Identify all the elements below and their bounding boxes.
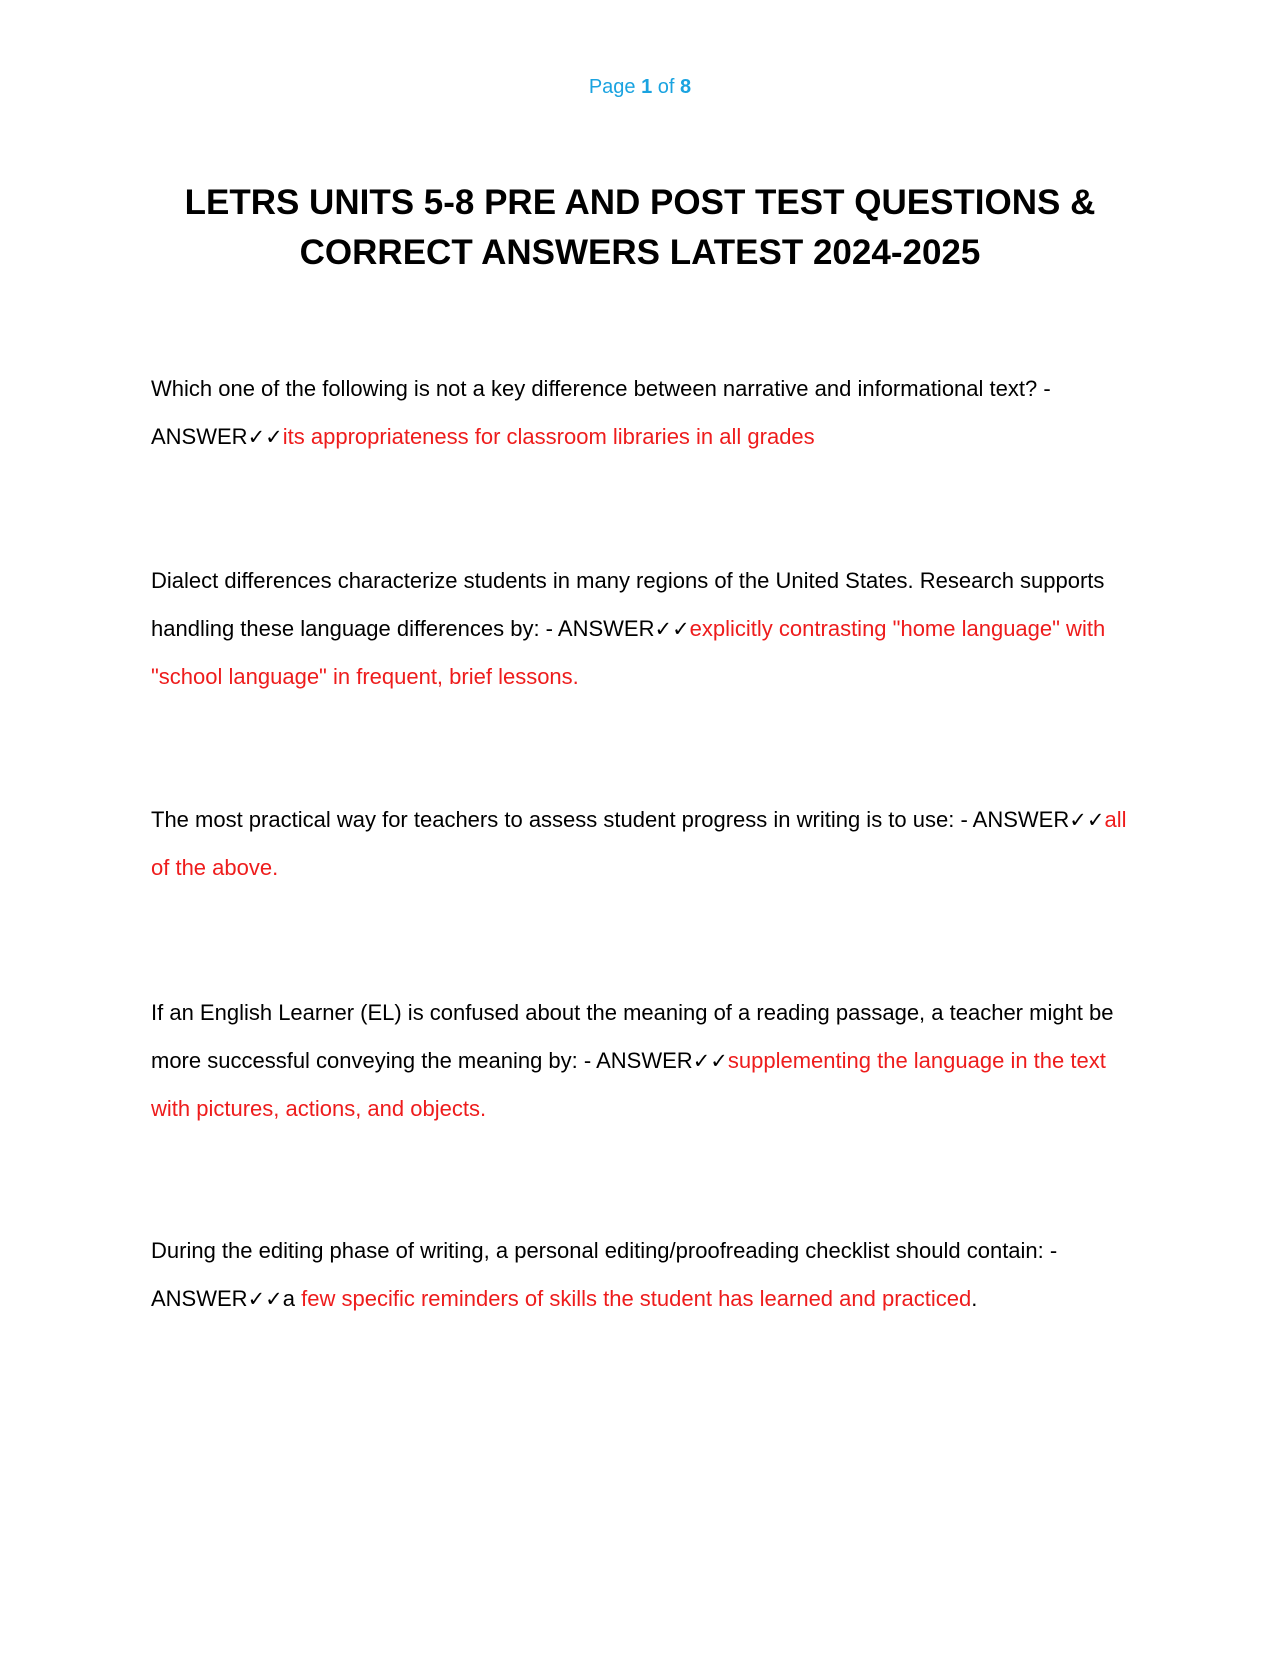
answer-text: few specific reminders of skills the student has learned and practiced <box>301 1286 972 1311</box>
page-number <box>0 76 1280 99</box>
checkmark-icon: ✓✓ <box>654 617 690 641</box>
question-text: During the editing phase of writing, a personal editing/proofreading checklist should contain: - ANSWER <box>151 1238 1058 1311</box>
answer-text: its appropriateness for classroom libraries in all grades <box>282 424 815 449</box>
checkmark-icon: ✓✓ <box>1069 808 1105 832</box>
page-label: Page <box>588 76 636 98</box>
qa-item-4 <box>151 989 1141 1133</box>
qa-item-1 <box>151 365 1141 461</box>
document-title: LETRS UNITS 5-8 PRE AND POST TEST QUESTIONS & CORRECT ANSWERS LATEST 2024-2025 <box>184 183 1096 272</box>
page-of-label: of <box>657 76 675 98</box>
question-text: Which one of the following is not a key difference between narrative and informational text? - ANSWER <box>151 376 1051 449</box>
qa-item-2 <box>151 557 1141 701</box>
question-text: Dialect differences characterize students in many regions of the United States. Research supports handling these language differences by: - ANSWER <box>151 568 1105 641</box>
question-text: The most practical way for teachers to assess student progress in writing is to use: - ANSWER <box>151 807 1070 832</box>
page-total: 8 <box>680 76 692 98</box>
checkmark-icon: ✓✓ <box>247 1287 283 1311</box>
question-text: If an English Learner (EL) is confused about the meaning of a reading passage, a teacher might be more successful conveying the meaning by: - ANSWER <box>151 1000 1114 1073</box>
checkmark-icon: ✓✓ <box>692 1049 728 1073</box>
answer-text: supplementing the language in the text with pictures, actions, and objects. <box>151 1048 1106 1121</box>
page-current: 1 <box>641 76 653 98</box>
qa-item-5 <box>151 1227 1141 1323</box>
qa-item-3 <box>151 796 1141 892</box>
checkmark-icon: ✓✓ <box>247 425 283 449</box>
answer-text: all of the above. <box>151 807 1127 880</box>
answer-text: explicitly contrasting "home language" with "school language" in frequent, brief lessons. <box>151 616 1106 689</box>
answer-prefix: a <box>282 1286 302 1311</box>
answer-suffix: . <box>971 1286 978 1311</box>
